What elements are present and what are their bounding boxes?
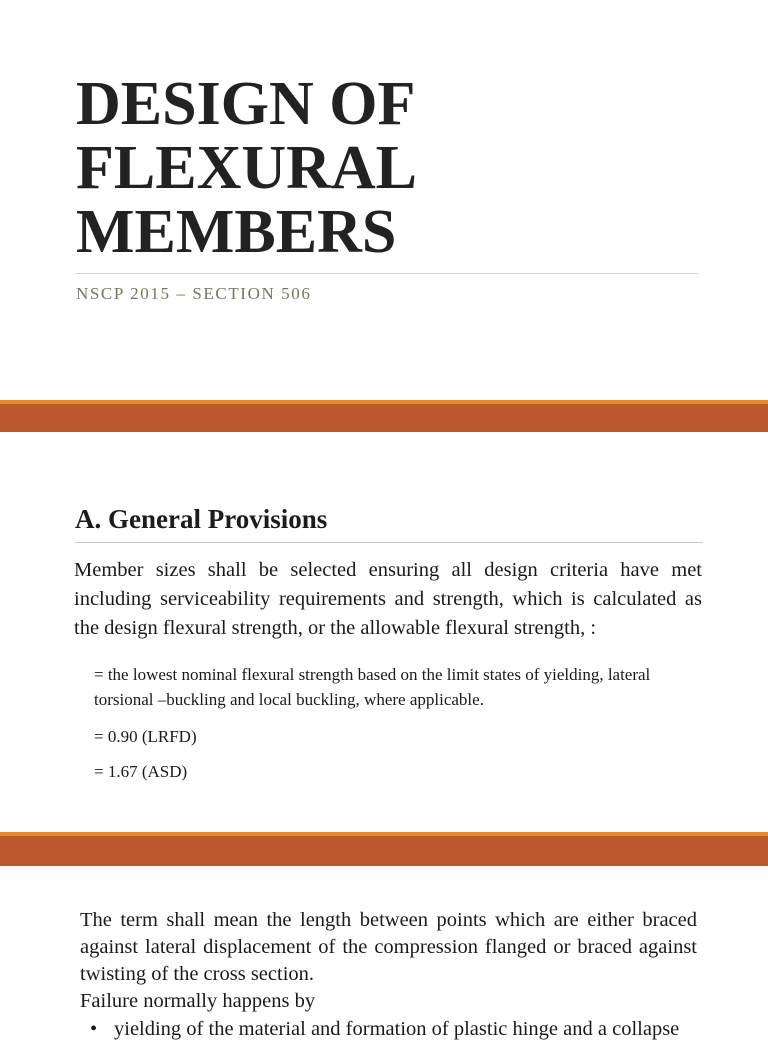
heading-divider — [75, 542, 703, 543]
slide-separator — [0, 832, 768, 866]
slide-title: DESIGN OF FLEXURAL MEMBERS — [76, 70, 418, 266]
definition-item: = the lowest nominal flexural strength based on the limit states of yielding, lateral torsional –buckling and local buckling, where applicable. — [94, 665, 651, 709]
failure-text: Failure normally happens by — [80, 990, 316, 1012]
body-paragraph: Member sizes shall be selected ensuring all design criteria have met including serviceability requirements and strength, which is calculated as the design flexural strength, or the allowable flexural strength, : — [74, 559, 702, 639]
definition-item: = 1.67 (ASD) — [94, 762, 188, 781]
general-provisions-slide — [0, 432, 768, 832]
title-divider — [76, 273, 698, 274]
bullet-text: yielding of the material and formation of plastic hinge and a collapse — [114, 1018, 680, 1040]
title-slide — [0, 0, 768, 400]
slide-subtitle: NSCP 2015 – SECTION 506 — [76, 284, 312, 303]
unbraced-length-text: The term shall mean the length between points which are either braced against lateral displacement of the compression flanged or braced against twisting of the cross section. — [80, 909, 697, 985]
body-paragraph — [80, 907, 697, 1015]
bullet-icon: • — [90, 1018, 98, 1040]
section-heading: A. General Provisions — [75, 504, 328, 534]
definition-item: = 0.90 (LRFD) — [94, 727, 197, 746]
unbraced-length-slide — [0, 866, 768, 1040]
slide-separator — [0, 400, 768, 432]
